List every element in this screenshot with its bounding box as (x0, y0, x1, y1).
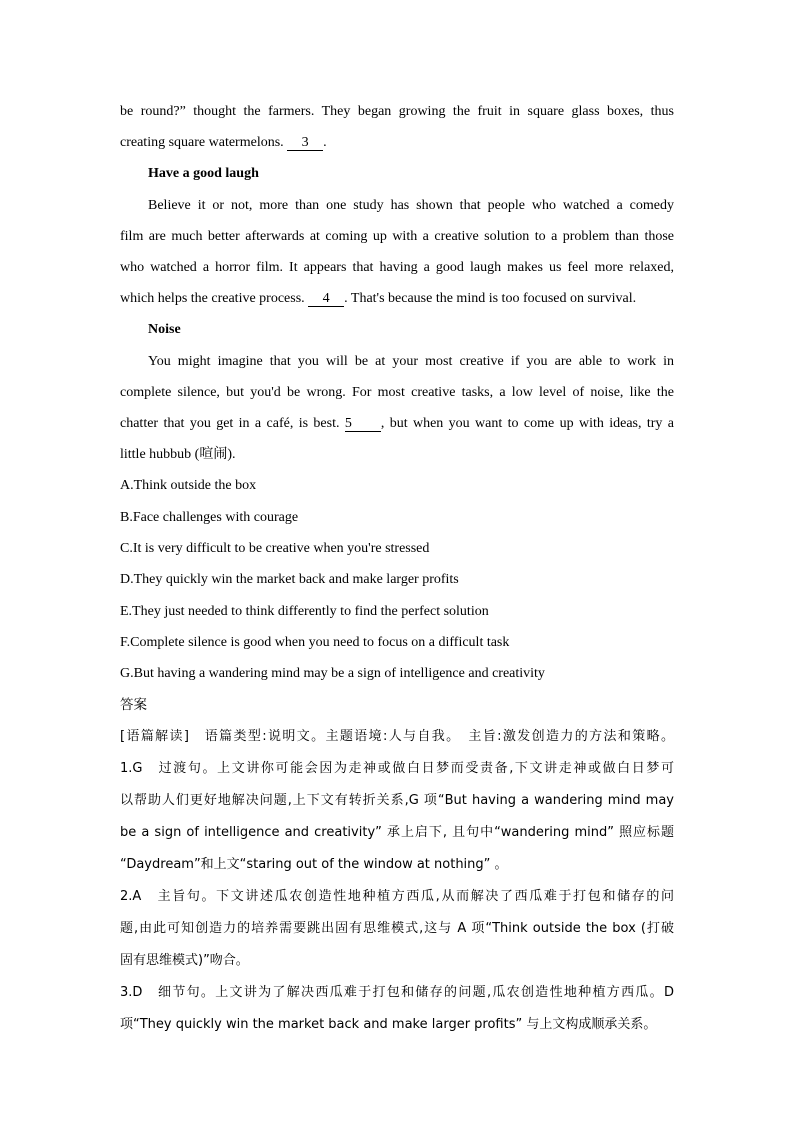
passage-line: You might imagine that you will be at your most creative if you are able to work in (148, 353, 674, 369)
answer-line (120, 1008, 674, 1040)
passage-line: be round?” thought the farmers. They began growing the fruit in square glass boxes, thus (120, 104, 674, 119)
option-item: F.Complete silence is good when you need to focus on a difficult task (120, 634, 510, 650)
answer-text: 以帮助人们更好地解决问题,上下文有转折关系,G 项“But having a wandering mind may (120, 792, 674, 808)
passage-text: which helps the creative process. (120, 291, 309, 307)
options-list (120, 470, 674, 689)
answer-text: 固有思维模式)”吻合。 (120, 952, 249, 968)
answer-text: 3.D 细节句。上文讲为了解决西瓜难于打包和储存的问题,瓜农创造性地种植方西瓜。D (120, 984, 674, 1000)
passage-line: complete silence, but you'd be wrong. For most creative tasks, a low level of noise, like the (120, 384, 674, 400)
answer-line (120, 912, 674, 944)
answer-line (120, 976, 674, 1008)
passage-text: creating square watermelons. (120, 135, 288, 151)
passage-text: , but when you want to come up with ideas, try a (380, 416, 674, 432)
answer-explanation (120, 720, 674, 1040)
passage-line (120, 127, 674, 158)
answer-line (120, 752, 674, 784)
answer-line (120, 816, 674, 848)
answer-line (120, 944, 674, 976)
passage-text: . That's because the mind is too focused on survival. (344, 291, 637, 307)
section-heading-noise: Noise (148, 322, 181, 338)
passage-text: chatter that you get in a café, is best. (120, 416, 345, 432)
blank-4: 4 (308, 292, 344, 307)
option-item: G.But having a wandering mind may be a sign of intelligence and creativity (120, 666, 545, 682)
option-item: C.It is very difficult to be creative when you're stressed (120, 541, 430, 557)
answer-text: 1.G 过渡句。上文讲你可能会因为走神或做白日梦而受责备,下文讲走神或做白日梦可 (120, 760, 674, 776)
answer-line (120, 784, 674, 816)
answer-text: be a sign of intelligence and creativity” 承上启下, 且句中“wandering mind” 照应标题 (120, 824, 674, 840)
section-heading-laugh: Have a good laugh (148, 166, 259, 182)
blank-5: 5 (345, 417, 381, 432)
option-item: D.They quickly win the market back and make larger profits (120, 572, 459, 588)
option-item: E.They just needed to think differently to find the perfect solution (120, 603, 489, 619)
passage-line: Believe it or not, more than one study has shown that people who watched a comedy (148, 197, 674, 213)
passage-line: who watched a horror film. It appears that having a good laugh makes us feel more relaxed, (120, 260, 674, 276)
answer-line (120, 848, 674, 880)
answer-title: 答案 (120, 696, 147, 713)
answer-text: “Daydream”和上文“staring out of the window at nothing” 。 (120, 856, 508, 872)
answer-text: 2.A 主旨句。下文讲述瓜农创造性地种植方西瓜,从而解决了西瓜难于打包和储存的问 (120, 888, 674, 904)
answer-text: 题,由此可知创造力的培养需要跳出固有思维模式,这与 A 项“Think outside the box (打破 (120, 920, 674, 936)
passage-text: . (323, 135, 327, 151)
answer-intro-text: [语篇解读] 语篇类型:说明文。主题语境:人与自我。 主旨:激发创造力的方法和策略。 (120, 728, 674, 744)
document-page (120, 96, 674, 1040)
answer-line (120, 880, 674, 912)
answer-intro (120, 720, 674, 752)
passage-line: little hubbub (喧闹). (120, 447, 236, 463)
passage-line: film are much better afterwards at coming up with a creative solution to a problem than those (120, 228, 674, 244)
answer-text: 项“They quickly win the market back and make larger profits” 与上文构成顺承关系。 (120, 1016, 657, 1032)
passage-line (120, 408, 674, 439)
option-item: A.Think outside the box (120, 478, 257, 494)
blank-3: 3 (287, 136, 323, 151)
option-item: B.Face challenges with courage (120, 509, 299, 525)
passage-line (120, 283, 674, 314)
